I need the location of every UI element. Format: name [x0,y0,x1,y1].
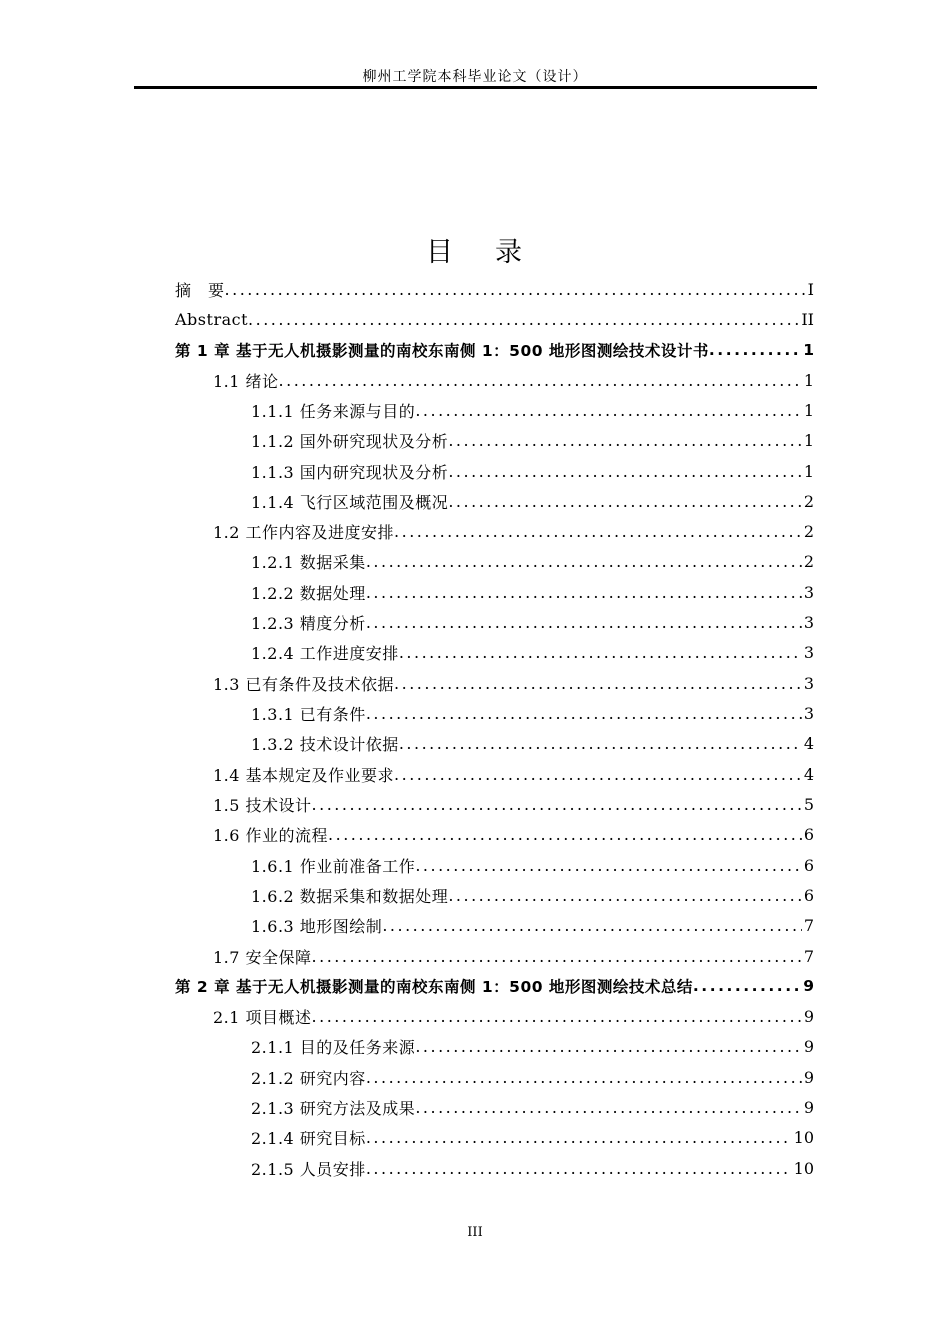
toc-entry[interactable] [175,1032,814,1062]
toc-entry-title: 1.6 作业的流程 [213,826,329,846]
toc-entry[interactable] [175,304,814,334]
toc-entry-page: I [807,279,814,299]
toc-entry[interactable] [175,759,814,789]
toc-entry[interactable] [175,517,814,547]
toc-dot-leader [312,947,802,966]
toc-dot-leader [328,825,802,844]
toc-entry-page: 6 [803,855,814,875]
toc-entry[interactable] [175,850,814,880]
toc-entry-page: 1 [803,370,814,390]
toc-dot-leader [415,856,802,875]
toc-entry-title: 1.2.2 数据处理 [251,583,366,603]
toc-entry-title: 1.1.4 飞行区域范围及概况 [251,492,449,512]
toc-dot-leader [415,1098,802,1117]
toc-entry-page: 2 [803,491,814,511]
toc-entry-title: 2.1.5 人员安排 [251,1159,366,1179]
toc-entry-page: 4 [803,734,814,754]
toc-entry[interactable] [175,1002,814,1032]
toc-dot-leader [399,734,802,753]
toc-entry-title: 摘 要 [175,280,225,300]
toc-dot-leader [415,401,802,420]
toc-dot-leader [366,613,802,632]
toc-entry[interactable] [175,820,814,850]
toc-title-char-2: 录 [495,237,524,268]
toc-entry-page: 1 [803,340,814,359]
toc-entry-title: 1.1.1 任务来源与目的 [251,401,416,421]
toc-entry-page: 7 [803,916,814,936]
toc-dot-leader [225,280,806,299]
toc-entry-title: Abstract [175,309,249,329]
toc-entry[interactable] [175,456,814,486]
toc-dot-leader [366,1128,792,1147]
header-rule [134,86,817,89]
toc-entry-page: 9 [803,1098,814,1118]
toc-entry-page: 9 [803,1007,814,1027]
toc-entry-title: 1.3 已有条件及技术依据 [213,674,395,694]
toc-entry-title: 1.5 技术设计 [213,795,312,815]
toc-entry[interactable] [175,911,814,941]
toc-entry[interactable] [175,698,814,728]
toc-entry-title: 2.1 项目概述 [213,1008,312,1028]
toc-entry-title: 1.6.3 地形图绘制 [251,917,383,937]
toc-dot-leader [693,977,801,995]
toc-entry[interactable] [175,547,814,577]
toc-entry[interactable] [175,1153,814,1183]
toc-entry-title: 1.1.3 国内研究现状及分析 [251,462,449,482]
toc-entry-page: 5 [803,794,814,814]
toc-dot-leader [312,795,802,814]
toc-entry-page: 1 [803,400,814,420]
toc-entry-page: 7 [803,946,814,966]
toc-entry[interactable] [175,274,814,304]
toc-entry[interactable] [175,577,814,607]
toc-dot-leader [366,1159,792,1178]
toc-entry-title: 1.6.1 作业前准备工作 [251,856,416,876]
page-number: III [467,1225,483,1240]
toc-entry-page: 3 [803,582,814,602]
toc-dot-leader [394,765,802,784]
toc-entry[interactable] [175,365,814,395]
toc-entry-page: 6 [803,825,814,845]
toc-entry-title: 1.4 基本规定及作业要求 [213,765,395,785]
toc-dot-leader [448,431,802,450]
toc-dot-leader [394,522,802,541]
toc-entry-page: 1 [803,431,814,451]
toc-entry[interactable] [175,941,814,971]
toc-entry-title: 1.7 安全保障 [213,947,312,967]
toc-entry[interactable] [175,395,814,425]
toc-dot-leader [279,371,802,390]
toc-entry-title: 2.1.4 研究目标 [251,1129,366,1149]
toc-chapter-entry[interactable] [175,335,814,365]
toc-entry-page: 9 [803,1067,814,1087]
toc-entry-title: 1.3.2 技术设计依据 [251,735,399,755]
toc-dot-leader [448,492,802,511]
toc-entry-title: 第 1 章 基于无人机摄影测量的南校东南侧 1：500 地形图测绘技术设计书 [175,341,709,360]
toc-entry-title: 1.2.4 工作进度安排 [251,644,399,664]
toc-entry-page: 1 [803,461,814,481]
toc-dot-leader [448,886,802,905]
toc-dot-leader [394,674,802,693]
running-header: 柳州工学院本科毕业论文（设计） [362,69,588,85]
toc-entry[interactable] [175,880,814,910]
toc-dot-leader [709,341,801,359]
toc-entry[interactable] [175,729,814,759]
toc-entry-page: 3 [803,643,814,663]
toc-entry[interactable] [175,607,814,637]
toc-entry[interactable] [175,1123,814,1153]
toc-entry[interactable] [175,789,814,819]
toc-entry-title: 1.1 绪论 [213,371,279,391]
toc-dot-leader [248,310,799,329]
toc-dot-leader [399,643,802,662]
toc-entry-page: II [801,309,814,329]
toc-dot-leader [366,704,802,723]
table-of-contents [175,274,814,1183]
toc-entry-title: 1.2.3 精度分析 [251,614,366,634]
toc-entry-page: 10 [793,1128,814,1148]
toc-entry-page: 9 [803,1037,814,1057]
toc-dot-leader [366,552,802,571]
toc-entry[interactable] [175,486,814,516]
toc-dot-leader [382,916,802,935]
toc-entry-page: 6 [803,885,814,905]
toc-entry[interactable] [175,638,814,668]
toc-entry-page: 2 [803,522,814,542]
toc-dot-leader [312,1007,802,1026]
toc-entry[interactable] [175,1092,814,1122]
toc-entry[interactable] [175,1062,814,1092]
toc-entry-page: 2 [803,552,814,572]
toc-entry-page: 3 [803,704,814,724]
toc-entry-title: 1.2 工作内容及进度安排 [213,523,395,543]
toc-dot-leader [366,1068,802,1087]
toc-entry[interactable] [175,668,814,698]
toc-entry-title: 1.1.2 国外研究现状及分析 [251,432,449,452]
toc-entry-page: 9 [803,977,814,996]
toc-entry-page: 10 [793,1158,814,1178]
toc-entry-page: 4 [803,764,814,784]
toc-entry-title: 2.1.2 研究内容 [251,1068,366,1088]
toc-entry-title: 1.2.1 数据采集 [251,553,366,573]
toc-entry[interactable] [175,426,814,456]
toc-dot-leader [415,1037,802,1056]
toc-entry-page: 3 [803,613,814,633]
toc-entry-title: 2.1.3 研究方法及成果 [251,1099,416,1119]
toc-dot-leader [448,462,802,481]
toc-dot-leader [366,583,802,602]
toc-title-char-1: 目 [426,237,455,268]
toc-entry-title: 1.6.2 数据采集和数据处理 [251,886,449,906]
toc-entry-page: 3 [803,673,814,693]
toc-entry-title: 1.3.1 已有条件 [251,705,366,725]
toc-chapter-entry[interactable] [175,971,814,1001]
toc-title [0,230,950,269]
toc-entry-title: 第 2 章 基于无人机摄影测量的南校东南侧 1：500 地形图测绘技术总结 [175,978,693,997]
toc-entry-title: 2.1.1 目的及任务来源 [251,1038,416,1058]
